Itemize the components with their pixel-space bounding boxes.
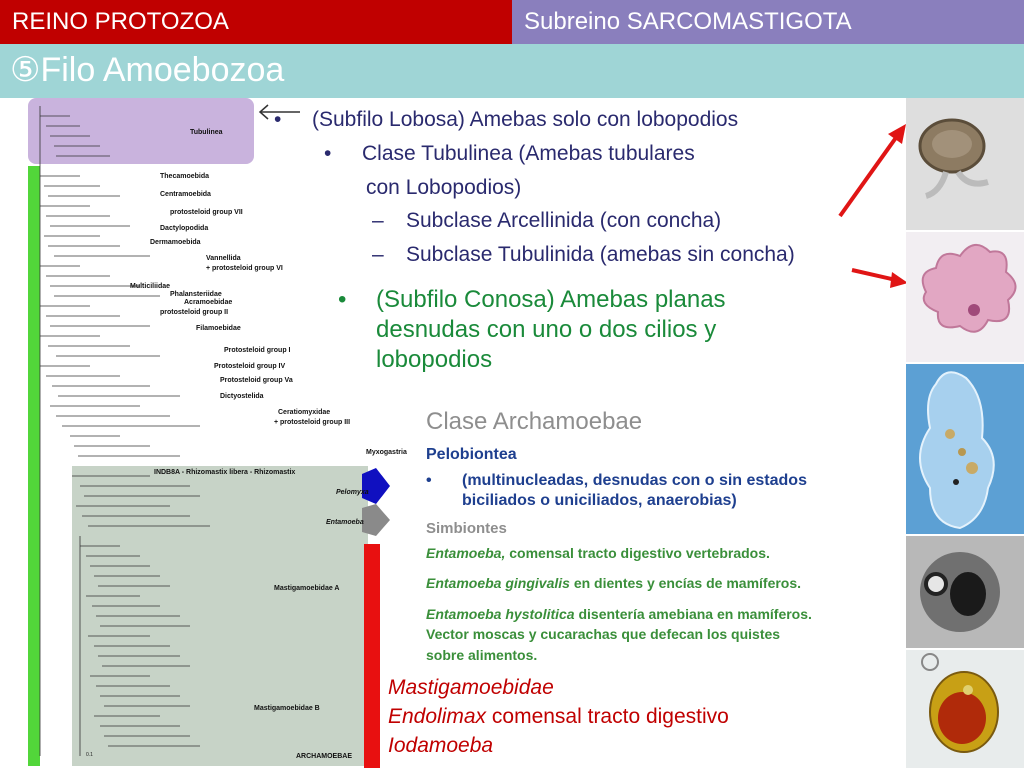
tree-label-protosteloid-ii: protosteloid group II bbox=[160, 309, 229, 316]
entamoeba-hystolitica-line bbox=[426, 606, 812, 622]
arcella-photo bbox=[906, 98, 1024, 230]
tree-label-protosteloid-i: Protosteloid group I bbox=[224, 347, 291, 354]
tree-scale: 0.1 bbox=[86, 752, 93, 758]
bullet-tubulinea: • bbox=[324, 142, 332, 165]
entamoeba-vector-line-1: Vector moscas y cucarachas que defecan los quistes bbox=[426, 626, 781, 642]
tree-label-pelomyxa: Pelomyxa bbox=[336, 489, 369, 496]
conosa-text-3: lobopodios bbox=[376, 346, 493, 373]
amoeba-pink-photo bbox=[906, 232, 1024, 362]
mastigamoebidae-text: Mastigamoebidae bbox=[388, 676, 554, 699]
tree-label-multiciliidae: Multiciliidae bbox=[130, 283, 171, 290]
tree-label-centramoebida: Centramoebida bbox=[160, 191, 211, 198]
tree-label-rhizomastix: INDB8A - Rhizomastix libera - Rhizomastix bbox=[154, 469, 296, 476]
tree-label-ceratiomyxidae: Ceratiomyxidae bbox=[278, 409, 331, 416]
pelobiontea-desc-1: (multinucleadas, desnudas con o sin estados bbox=[462, 472, 807, 489]
tree-label-filamoebidae: Filamoebidae bbox=[196, 325, 241, 332]
tree-label-entamoeba: Entamoeba bbox=[326, 519, 364, 526]
entamoeba-gingivalis-line bbox=[426, 575, 801, 591]
simbiontes-heading: Simbiontes bbox=[426, 520, 507, 537]
entamoeba-desc: comensal tracto digestivo vertebrados. bbox=[505, 545, 770, 561]
conosa-text-2: desnudas con uno o dos cilios y bbox=[376, 316, 717, 343]
tree-label-myxogastria: Myxogastria bbox=[366, 449, 407, 456]
tree-label-protosteloid-iii: + protosteloid group III bbox=[274, 419, 351, 426]
endolimax-desc: comensal tracto digestivo bbox=[486, 705, 729, 728]
tree-label-dermamoebida: Dermamoebida bbox=[150, 239, 201, 246]
pelobiontea-heading: Pelobiontea bbox=[426, 446, 517, 463]
dash-arcellinida: – bbox=[372, 209, 384, 232]
pelobiontea-desc-2: biciliados o uniciliados, anaerobias) bbox=[462, 492, 737, 509]
photo-arrows bbox=[830, 120, 910, 290]
dash-tubulinida: – bbox=[372, 243, 384, 266]
entamoeba-cyst-photo bbox=[906, 536, 1024, 648]
tree-label-protosteloid-vii: protosteloid group VII bbox=[170, 209, 243, 216]
bullet-pelobiontea: • bbox=[426, 472, 432, 489]
entamoeba-name: Entamoeba, bbox=[426, 545, 506, 561]
entamoeba-gray-marker bbox=[362, 504, 390, 536]
tree-label-mastigamoebidae-a: Mastigamoebidae A bbox=[274, 585, 340, 592]
tubulinea-text-2: con Lobopodios) bbox=[366, 176, 522, 199]
bullet-lobosa: • bbox=[274, 108, 282, 131]
tree-label-dactylopodida: Dactylopodida bbox=[160, 225, 209, 232]
tree-label-protosteloid-va: Protosteloid group Va bbox=[220, 377, 293, 384]
endolimax-name: Endolimax bbox=[388, 705, 487, 728]
tree-label-tubulinea: Tubulinea bbox=[190, 129, 223, 136]
tree-label-protosteloid-iv: Protosteloid group IV bbox=[214, 363, 286, 370]
conosa-text-1: (Subfilo Conosa) Amebas planas bbox=[376, 286, 726, 313]
bullet-conosa: • bbox=[338, 286, 347, 313]
tree-label-acramoebidae: Acramoebidae bbox=[184, 299, 233, 306]
tree-label-mastigamoebidae-b: Mastigamoebidae B bbox=[254, 705, 320, 712]
tree-label-archamoebae: ARCHAMOEBAE bbox=[296, 753, 352, 760]
tree-label-phalansteriidae: Phalansteriidae bbox=[170, 291, 222, 298]
conosa-green-bar bbox=[28, 166, 40, 766]
lobosa-text: (Subfilo Lobosa) Amebas solo con lobopodios bbox=[312, 108, 739, 131]
entamoeba-vector-line-2: sobre alimentos. bbox=[426, 647, 538, 663]
phylogenetic-tree bbox=[10, 96, 407, 768]
archamoebae-heading: Clase Archamoebae bbox=[426, 408, 643, 435]
entamoeba-hystolitica-name: Entamoeba hystolitica bbox=[426, 606, 575, 622]
endolimax-line bbox=[388, 705, 729, 729]
kingdom-label: REINO PROTOZOA bbox=[12, 8, 229, 35]
entamoeba-gingivalis-desc: en dientes y encías de mamíferos. bbox=[569, 575, 802, 591]
tree-label-protosteloid-vi: + protosteloid group VI bbox=[206, 265, 283, 272]
archamoebae-red-bar bbox=[364, 544, 380, 768]
tubulinea-text-1: Clase Tubulinea (Amebas tubulares bbox=[362, 142, 695, 165]
entamoeba-line bbox=[426, 545, 770, 561]
amoeba-blue-photo bbox=[906, 364, 1024, 534]
subkingdom-label: Subreino SARCOMASTIGOTA bbox=[524, 8, 852, 35]
arcellinida-text: Subclase Arcellinida (con concha) bbox=[406, 209, 722, 232]
tree-label-thecamoebida: Thecamoebida bbox=[160, 173, 210, 180]
tree-label-dictyostelida: Dictyostelida bbox=[220, 393, 264, 400]
iodamoeba-text: Iodamoeba bbox=[388, 734, 494, 757]
entamoeba-gingivalis-name: Entamoeba gingivalis bbox=[426, 575, 570, 591]
tree-label-vannellida: Vannellida bbox=[206, 255, 241, 262]
iodamoeba-photo bbox=[906, 650, 1024, 768]
page-title: ⑤Filo Amoebozoa bbox=[10, 51, 285, 89]
tubulinida-text: Subclase Tubulinida (amebas sin concha) bbox=[406, 243, 795, 266]
pelomyxa-blue-marker bbox=[362, 468, 390, 504]
entamoeba-hystolitica-desc: disentería amebiana en mamíferos. bbox=[574, 606, 812, 622]
